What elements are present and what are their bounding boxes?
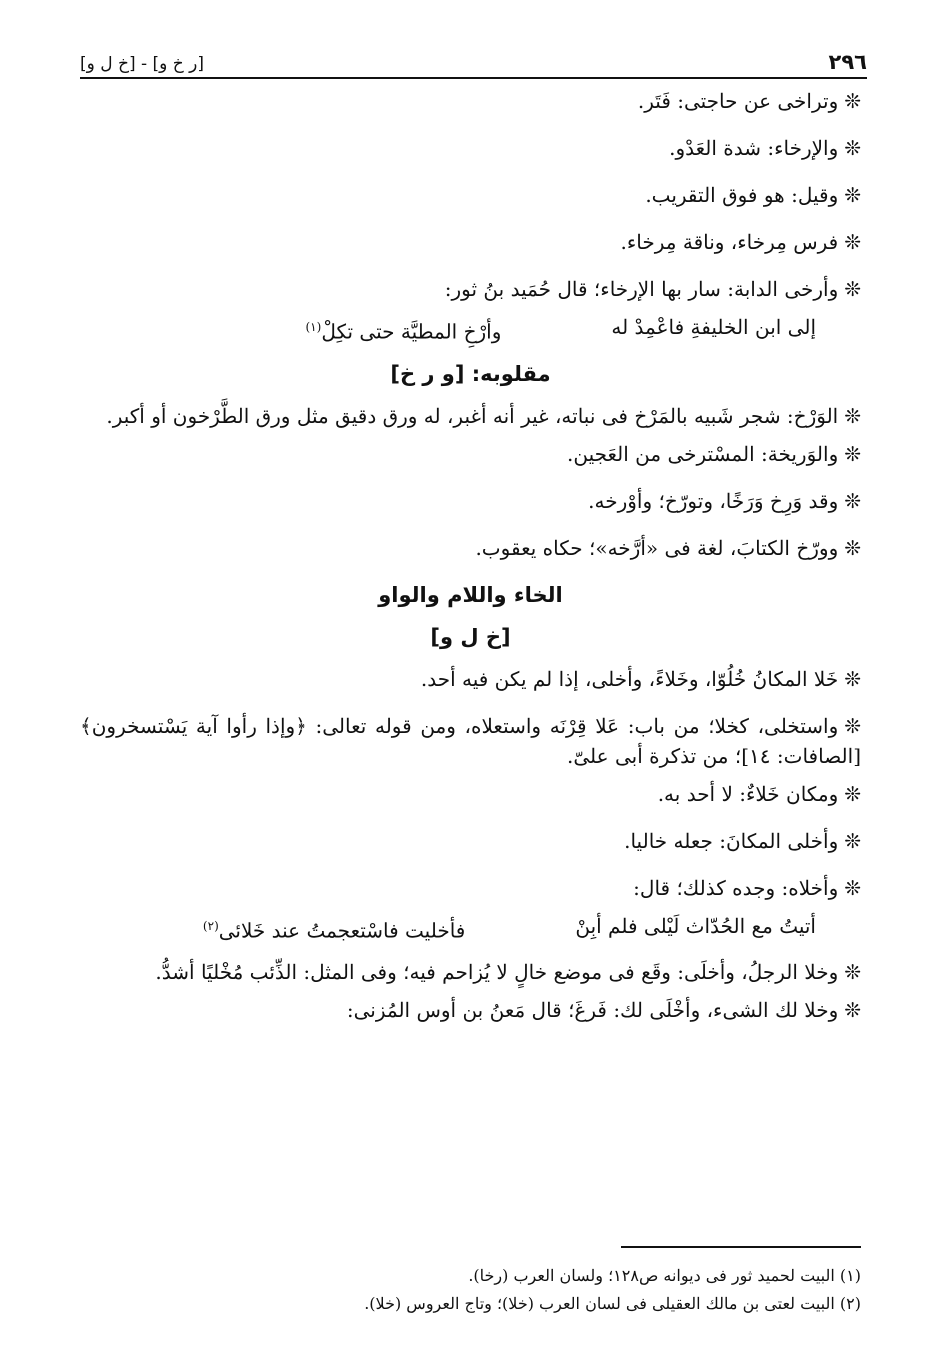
entry-wariykha xyxy=(80,439,861,469)
entry-text: فرس مِرخاء، وناقة مِرخاء. xyxy=(620,230,839,254)
footnote-marker: (٢) xyxy=(202,918,219,933)
asterisk-icon: ❊ xyxy=(844,960,861,985)
asterisk-icon: ❊ xyxy=(844,277,861,301)
entry-text: ومكان خَلاءٌ: لا أحد به. xyxy=(657,781,839,806)
asterisk-icon: ❊ xyxy=(844,403,861,428)
verse-khala xyxy=(80,911,861,946)
asterisk-icon: ❊ xyxy=(844,713,861,738)
asterisk-icon: ❊ xyxy=(844,828,861,853)
section-heading-maqlubuh: مقلوبه: [و ر خ] xyxy=(390,361,551,386)
entry-khala xyxy=(80,664,861,694)
entry-makan-khala xyxy=(80,779,861,809)
entry-tarakha xyxy=(80,86,861,116)
entry-warrakha xyxy=(80,533,861,563)
entry-akhla-makan xyxy=(80,826,861,856)
entry-text: وخلا الرجلُ، وأخلَى: وقَع فى موضع خالٍ لا يُزاحم فيه؛ وفى المثل: الذِّئب مُخْليًا أشدُّ. xyxy=(155,960,839,985)
entry-text: وقد وَرِخ وَرَخًا، وتورّخ؛ وأوْرخه. xyxy=(588,488,839,513)
asterisk-icon: ❊ xyxy=(844,781,861,806)
footnotes xyxy=(80,1246,861,1318)
root-heading: [خ ل و] xyxy=(430,624,511,649)
entry-text: وخلا لك الشىء، وأخْلَى لك: فَرغَ؛ قال مَعنُ بن أوس المُزنى: xyxy=(346,998,839,1023)
entry-text: والإرخاء: شدة العَدْو. xyxy=(669,136,839,160)
verse-hemistich-first: أتيتُ مع الحُدّاث لَيْلى فلم أبِنْ xyxy=(575,913,816,938)
asterisk-icon: ❊ xyxy=(844,136,861,160)
entry-text: وأرخى الدابة: سار بها الإرخاء؛ قال حُمَيد بنُ ثور: xyxy=(444,277,839,301)
entry-text: واستخلى، كخلا؛ من باب: عَلا قِرْنَه واستعلاه، ومن قوله تعالى: ﴿وإذا رأوا آية يَسْتسخرون﴾ [الصافات: ١٤]؛ من تذكرة أبى علىّ. xyxy=(80,713,861,768)
entry-arkha xyxy=(80,274,861,304)
footnote-divider xyxy=(621,1246,861,1248)
entry-text: وأخلاه: وجده كذلك؛ قال: xyxy=(633,875,839,900)
footnote-2: (٢) البيت لعتى بن مالك العقيلى فى لسان العرب (خلا)؛ وتاج العروس (خلا). xyxy=(364,1294,861,1313)
entry-text: خَلا المكانُ خُلُوّا، وخَلاءً، وأخلى، إذا لم يكن فيه أحد. xyxy=(420,666,839,691)
entry-text: الوَرْخ: شجر شَبيه بالمَرْخ فى نباته، غير أنه أغبر، له ورق دقيق مثل ورق الطَّرْخون أو أكبر. xyxy=(106,403,839,428)
entry-istakhla xyxy=(80,711,861,771)
asterisk-icon: ❊ xyxy=(844,535,861,560)
entry-irkha xyxy=(80,133,861,163)
verse-hemistich-first: إلى ابن الخليفةِ فاعْمِدْ له xyxy=(611,315,816,339)
running-head: [ر خ و] - [خ ل و] xyxy=(80,54,205,74)
asterisk-icon: ❊ xyxy=(844,666,861,691)
entry-khala-laka xyxy=(80,995,861,1025)
verse-hemistich-second: فأخليت فاسْتعجمتُ عند خَلائى$^{(٢)}$ xyxy=(202,918,466,943)
asterisk-icon: ❊ xyxy=(844,183,861,207)
asterisk-icon: ❊ xyxy=(844,230,861,254)
entry-qila xyxy=(80,180,861,210)
entry-text: وتراخى عن حاجتى: فَتَر. xyxy=(637,89,839,113)
asterisk-icon: ❊ xyxy=(844,488,861,513)
entry-faras xyxy=(80,227,861,257)
asterisk-icon: ❊ xyxy=(844,441,861,466)
asterisk-icon: ❊ xyxy=(844,998,861,1023)
entry-text: وقيل: هو فوق التقريب. xyxy=(645,183,839,207)
chapter-heading: الخاء واللام والواو xyxy=(378,582,563,607)
verse-hemistich-second: وأرْخِ المطيَّة حتى تكِلْ$^{(١)}$ xyxy=(305,319,502,344)
footnote-marker: (١) xyxy=(305,320,322,334)
entry-text: وورّخ الكتابَ، لغة فى «أرَّخه»؛ حكاه يعقوب. xyxy=(475,535,839,560)
entry-warkh xyxy=(80,401,861,431)
entry-warikha xyxy=(80,486,861,516)
asterisk-icon: ❊ xyxy=(844,89,861,113)
page-number: ٢٩٦ xyxy=(828,50,867,74)
entry-text: والوَريخة: المسْترخى من العَجين. xyxy=(567,441,839,466)
asterisk-icon: ❊ xyxy=(844,875,861,900)
verse-humaid xyxy=(80,312,861,347)
entry-text: وأخلى المكانَ: جعله خاليا. xyxy=(624,828,839,853)
entry-khala-rajul xyxy=(80,957,861,987)
page-header xyxy=(80,40,867,79)
page-body xyxy=(80,86,861,1042)
entry-akhlahu xyxy=(80,873,861,903)
footnote-1: (١) البيت لحميد ثور فى ديوانه ص١٢٨؛ ولسان العرب (رخا). xyxy=(468,1266,861,1285)
